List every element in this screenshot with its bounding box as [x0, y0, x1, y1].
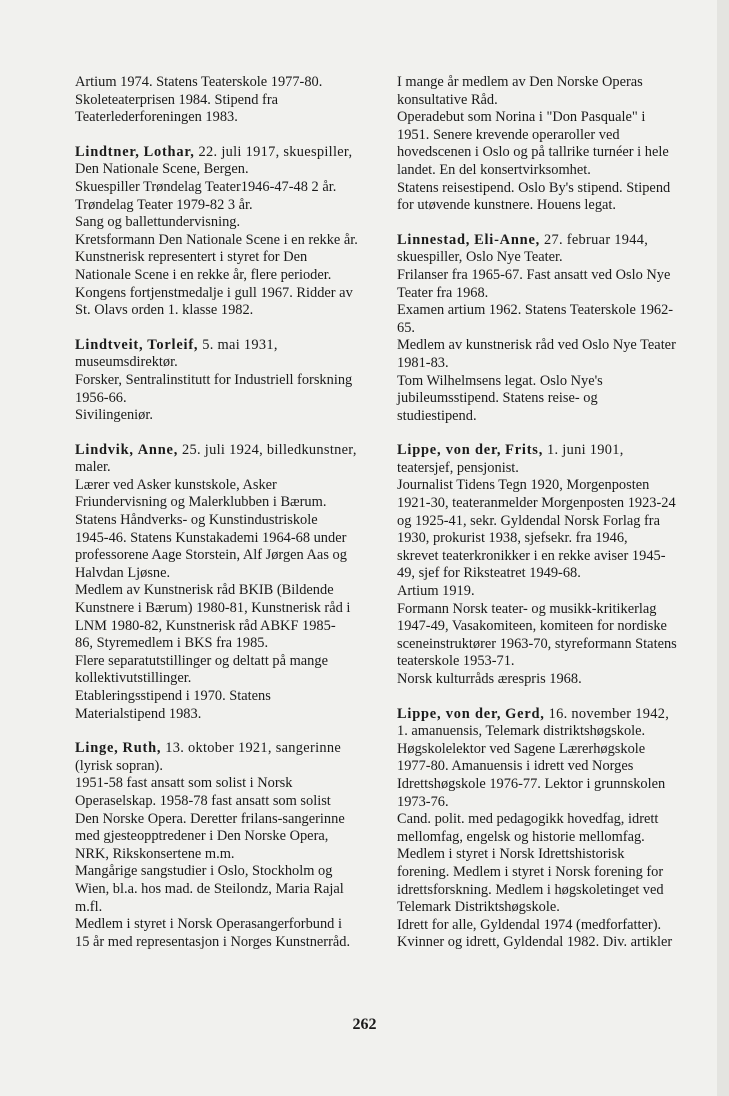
biography-entry: [75, 337, 375, 425]
entry-heading: [397, 706, 703, 724]
entry-text-line: Kunstnerisk representert i styret for Den: [75, 249, 308, 266]
entry-text-line: Flere separatutstillinger og deltatt på mange: [75, 652, 328, 669]
entry-text-line: Journalist Tidens Tegn 1920, Morgenposten: [397, 477, 650, 494]
entry-heading-text: 22. juli 1917, skuespiller,: [198, 143, 353, 160]
entry-heading-text: 16. november 1942,: [548, 705, 670, 722]
entry-text-line: 49, sjef for Riksteatret 1949-68.: [397, 565, 581, 582]
entry-text-line: Formann Norsk teater- og musikk-kritikerlag: [397, 600, 657, 617]
entry-text-line: Idrett for alle, Gyldendal 1974 (medforfatter).: [397, 916, 662, 933]
entry-heading: [75, 144, 375, 162]
entry-text-line: St. Olavs orden 1. klasse 1982.: [75, 302, 254, 319]
entry-text-line: med gjesteopptredener i Den Norske Opera,: [75, 828, 329, 845]
entry-given-name: Gerd,: [505, 705, 545, 722]
entry-heading-text: 27. februar 1944,: [543, 231, 649, 248]
entry-given-name: Anne,: [137, 441, 179, 458]
biography-entry: [75, 740, 375, 951]
entry-surname: Lindtveit,: [75, 336, 144, 353]
entry-text-line: hovedscenen i Oslo og på tallrike turnéer i hele: [397, 144, 669, 161]
entry-text-line: Høgskolelektor ved Sagene Lærerhøgskole: [397, 740, 646, 757]
entry-text-line: Artium 1974. Statens Teaterskole 1977-80.: [75, 74, 323, 90]
entry-surname: Lindtner,: [75, 143, 140, 160]
entry-given-name: Ruth,: [122, 740, 162, 757]
entry-text-line: Examen artium 1962. Statens Teaterskole 1962-: [397, 302, 674, 319]
page-edge-shadow: [717, 0, 729, 1096]
entry-text-line: 1981-83.: [397, 354, 449, 371]
entry-text-line: m.fl.: [75, 898, 103, 915]
entry-text-line: Skuespiller Trøndelag Teater1946-47-48 2 år.: [75, 178, 337, 195]
entry-text-line: 1945-46. Statens Kunstakademi 1964-68 under: [75, 529, 347, 546]
entry-heading: [75, 442, 375, 460]
entry-text-line: skrevet teaterkronikker i en rekke aviser 1945-: [397, 547, 666, 564]
entry-text-line: Den Norske Opera. Deretter frilans-sangerinne: [75, 810, 345, 827]
biography-entry: [397, 232, 703, 426]
entry-heading-text: 1. juni 1901,: [547, 442, 624, 459]
entry-text-line: Mangårige sangstudier i Oslo, Stockholm og: [75, 863, 333, 880]
entry-text-line: Kvinner og idrett, Gyldendal 1982. Div. artikler: [397, 934, 673, 951]
entry-surname: Lippe, von der,: [397, 442, 502, 459]
biography-entry: [75, 144, 375, 320]
entry-surname: Lippe, von der,: [397, 705, 502, 722]
entry-text-line: NRK, Rikskonsertene m.m.: [75, 845, 235, 862]
entry-text-line: sceneinstruktører 1963-70, styreformann Statens: [397, 635, 677, 652]
entry-text-line: kollektivutstillinger.: [75, 670, 192, 687]
entry-text-line: 65.: [397, 319, 415, 336]
entry-text-line: Teaterlederforeningen 1983.: [75, 109, 238, 126]
entry-text-line: Sang og ballettundervisning.: [75, 214, 241, 231]
entry-text-line: Friundervisning og Malerklubben i Bærum.: [75, 494, 327, 511]
entry-text-line: teaterskole 1953-71.: [397, 653, 515, 670]
entry-text-line: Statens Håndverks- og Kunstindustriskole: [75, 512, 318, 529]
entry-text-line: Medlem i styret i Norsk Operasangerforbund i: [75, 916, 342, 933]
entry-given-name: Frits,: [505, 442, 544, 459]
entry-text-line: Etableringsstipend i 1970. Statens: [75, 688, 271, 704]
biography-entry: [397, 442, 703, 688]
entry-text-line: Skoleteaterprisen 1984. Stipend fra: [75, 91, 279, 108]
entry-text-line: 86, Styremedlem i BKS fra 1985.: [75, 635, 269, 652]
entry-surname: Lindvik,: [75, 441, 134, 458]
entry-heading: [397, 232, 703, 250]
entry-text-line: professorene Aage Storstein, Alf Jørgen Aas og: [75, 547, 347, 564]
entry-given-name: Eli-Anne,: [474, 231, 541, 248]
entry-text-line: Wien, bl.a. hos mad. de Steilondz, Maria Rajal: [75, 880, 344, 897]
entry-text-line: Norsk kulturråds ærespris 1968.: [397, 671, 582, 687]
entry-text-line: museumsdirektør.: [75, 354, 178, 371]
entry-text-line: Medlem av Kunstnerisk råd BKIB (Bildende: [75, 582, 334, 599]
entry-continuation: [75, 74, 375, 127]
entry-text-line: Materialstipend 1983.: [75, 705, 202, 722]
entry-text-line: Sivilingeniør.: [75, 407, 153, 424]
entry-text-line: Trøndelag Teater 1979-82 3 år.: [75, 196, 253, 213]
entry-text-line: studiestipend.: [397, 407, 477, 424]
entry-surname: Linnestad,: [397, 231, 471, 248]
left-column: [75, 74, 375, 951]
entry-text-line: Den Nationale Scene, Bergen.: [75, 161, 249, 178]
biography-entry: [75, 442, 375, 724]
entry-text-line: landet. En del konsertvirksomhet.: [397, 161, 591, 178]
entry-text-line: Kongens fortjenstmedalje i gull 1967. Ridder av: [75, 284, 353, 301]
entry-text-line: Cand. polit. med pedagogikk hovedfag, idrett: [397, 811, 659, 828]
entry-text-line: teatersjef, pensjonist.: [397, 459, 519, 476]
entry-text-line: idrettsforskning. Medlem i høgskoletinget ved: [397, 881, 664, 898]
entry-heading: [75, 740, 375, 758]
entry-text-line: 1930, prokurist 1938, sjefsekr. fra 1946,: [397, 530, 628, 547]
entry-text-line: (lyrisk sopran).: [75, 757, 163, 774]
entry-text-line: Operadebut som Norina i "Don Pasquale" i: [397, 109, 646, 126]
entry-text-line: 1977-80. Amanuensis i idrett ved Norges: [397, 758, 634, 775]
entry-text-line: Kretsformann Den Nationale Scene i en rekke år.: [75, 231, 358, 248]
entry-text-line: Forsker, Sentralinstitutt for Industriell forskning: [75, 371, 353, 388]
entry-text-line: 1947-49, Vasakomiteen, komiteen for nordiske: [397, 618, 667, 635]
entry-text-line: I mange år medlem av Den Norske Operas: [397, 74, 643, 90]
entry-text-line: Statens reisestipend. Oslo By's stipend. Stipend: [397, 179, 671, 196]
entry-text-line: skuespiller, Oslo Nye Teater.: [397, 249, 563, 266]
entry-text-line: Telemark Distriktshøgskole.: [397, 899, 560, 916]
entry-text-line: Kunstnere i Bærum) 1980-81, Kunstnerisk råd i: [75, 600, 351, 617]
entry-given-name: Torleif,: [147, 336, 199, 353]
biography-entry: [397, 706, 703, 952]
entry-text-line: forening. Medlem i styret i Norsk forening for: [397, 863, 664, 880]
entry-text-line: 1951-58 fast ansatt som solist i Norsk: [75, 775, 293, 792]
entry-heading-text: 25. juli 1924, billedkunstner,: [182, 441, 357, 458]
entry-text-line: 1921-30, teateranmelder Morgenposten 1923-24: [397, 495, 676, 512]
entry-given-name: Lothar,: [143, 143, 195, 160]
entry-heading-text: 13. oktober 1921, sangerinne: [165, 740, 342, 757]
entry-text-line: mellomfag, engelsk og historie mellomfag.: [397, 828, 645, 845]
entry-text-line: Operaselskap. 1958-78 fast ansatt som solist: [75, 792, 331, 809]
entry-text-line: 1973-76.: [397, 793, 449, 810]
entry-text-line: 1. amanuensis, Telemark distriktshøgskole.: [397, 723, 646, 740]
entry-text-line: Halvdan Ljøsne.: [75, 564, 171, 581]
entry-text-line: jubileumsstipend. Statens reise- og: [397, 390, 598, 407]
entry-text-line: Tom Wilhelmsens legat. Oslo Nye's: [397, 372, 603, 389]
entry-text-line: konsultative Råd.: [397, 91, 498, 108]
entry-text-line: Idrettshøgskole 1976-77. Lektor i grunnskolen: [397, 775, 666, 792]
entry-text-line: 1951. Senere krevende operaroller ved: [397, 126, 620, 143]
entry-text-line: Artium 1919.: [397, 583, 475, 600]
entry-heading: [75, 337, 375, 355]
entry-surname: Linge,: [75, 740, 119, 757]
entry-text-line: maler.: [75, 459, 111, 476]
entry-continuation: [397, 74, 703, 215]
entry-text-line: Nationale Scene i en rekke år, flere perioder.: [75, 266, 332, 283]
right-column: [397, 74, 703, 952]
entry-text-line: og 1925-41, sekr. Gyldendal Norsk Forlag fra: [397, 512, 660, 529]
entry-text-line: Lærer ved Asker kunstskole, Asker: [75, 476, 277, 493]
page-number: 262: [352, 1016, 377, 1033]
entry-text-line: LNM 1980-82, Kunstnerisk råd ABKF 1985-: [75, 617, 336, 634]
entry-heading: [397, 442, 703, 460]
entry-text-line: 1956-66.: [75, 389, 127, 406]
entry-text-line: Medlem i styret i Norsk Idrettshistorisk: [397, 846, 625, 863]
entry-text-line: 15 år med representasjon i Norges Kunstnerråd.: [75, 933, 351, 950]
entry-text-line: Medlem av kunstnerisk råd ved Oslo Nye Teater: [397, 337, 676, 354]
entry-text-line: for utøvende kunstnere. Houens legat.: [397, 197, 616, 214]
entry-text-line: Teater fra 1968.: [397, 284, 489, 301]
entry-text-line: Frilanser fra 1965-67. Fast ansatt ved Oslo Nye: [397, 266, 671, 283]
entry-heading-text: 5. mai 1931,: [202, 336, 278, 353]
